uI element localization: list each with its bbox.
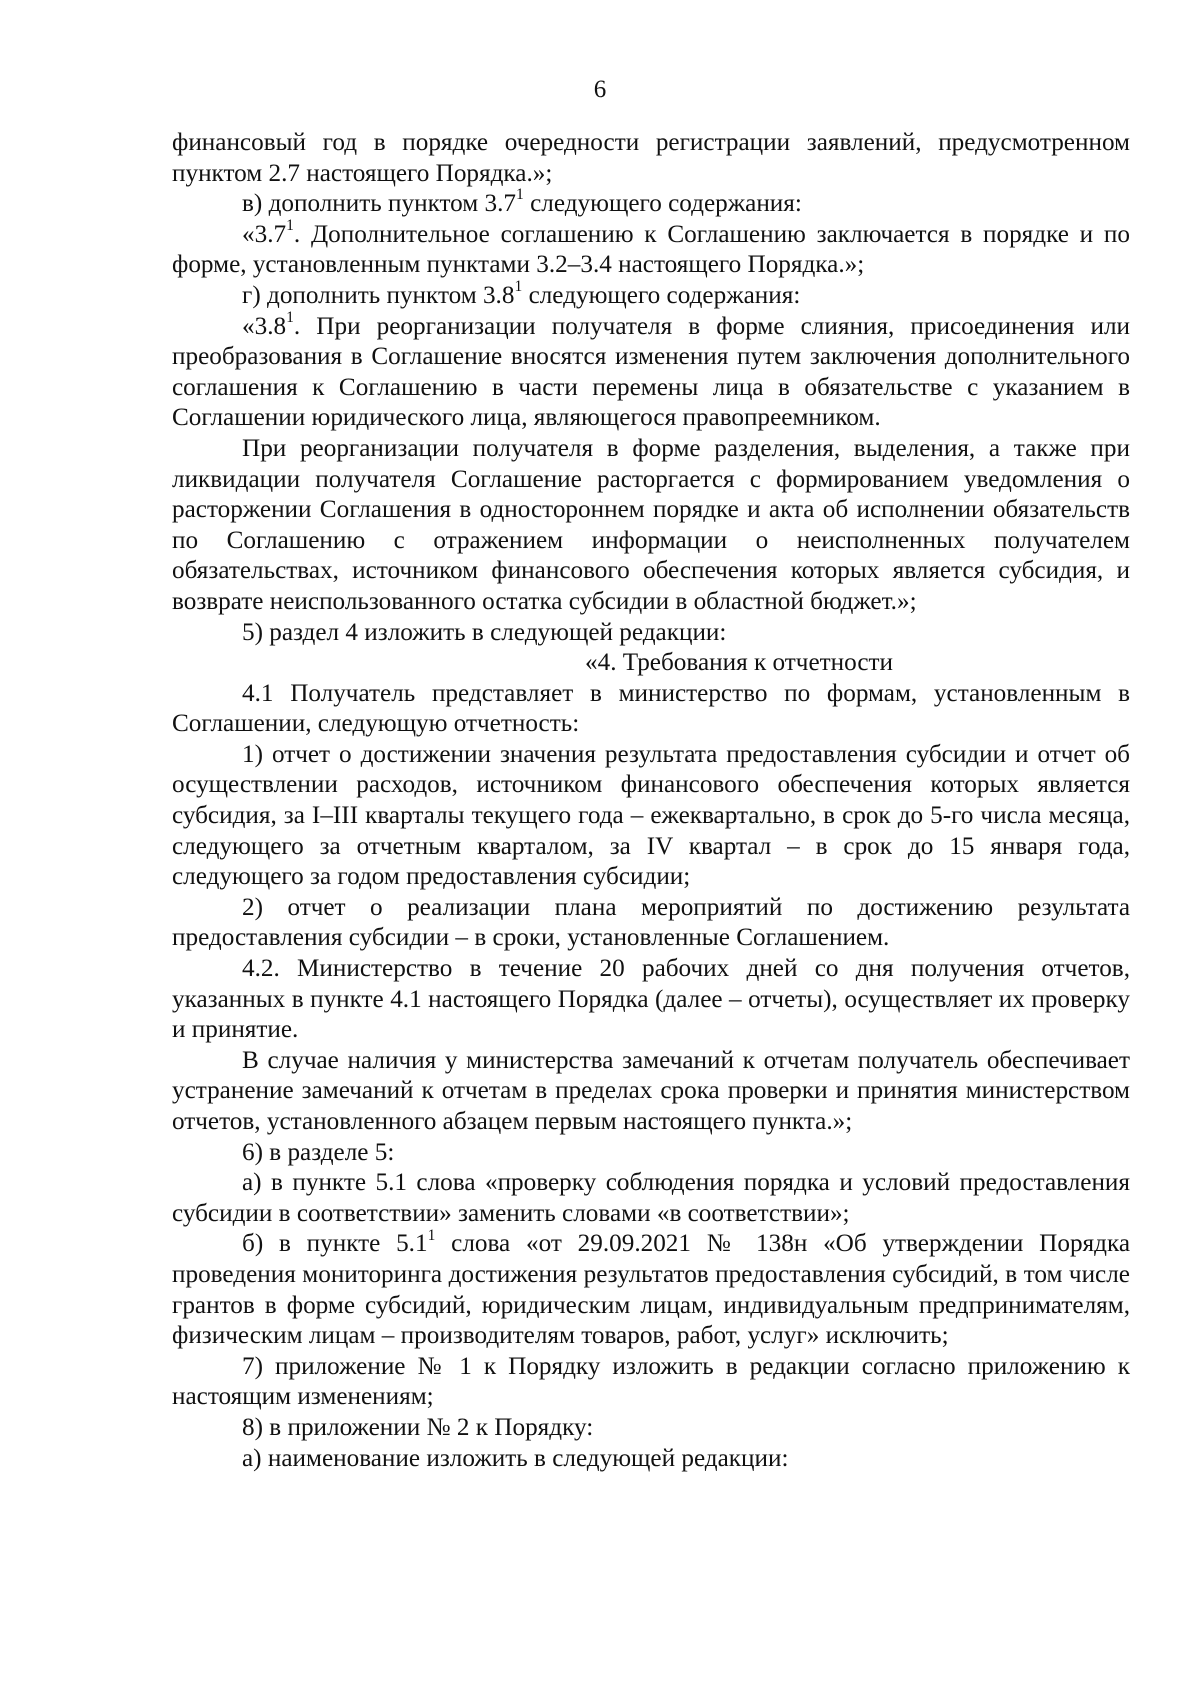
paragraph-item-6b [172,1226,1130,1351]
superscript: 1 [427,1226,436,1244]
paragraph-4-1: 4.1 Получатель представляет в министерство по формам, установленным в Соглашении, следующую отчетность: [172,679,1130,738]
paragraph-report-2: 2) отчет о реализации плана мероприятий по достижению результата предоставления субсидии – в сроки, установленные Соглашением. [172,893,1130,952]
paragraph-text: «3.7 [242,220,287,248]
paragraph-reorganization: При реорганизации получателя в форме разделения, выделения, а также при ликвидации получателя Соглашение расторгается с формированием уведомления о расторжении Соглашения в одностороннем порядке и акта об исполнении обязательств по Соглашению с отражением информации о неисполненных получателем обязательствах, источником финансового обеспечения которых является субсидия, и возврате неиспользованного остатка субсидии в областной бюджет.»; [172,434,1130,615]
paragraph-text: б) в пункте 5.1 [242,1230,428,1258]
paragraph-item-8a: а) наименование изложить в следующей редакции: [242,1444,789,1472]
paragraph-text: . При реорганизации получателя в форме слияния, присоединения или преобразования в Соглашение вносятся изменения путем заключения дополнительного соглашения к Соглашению в части перемены лица в обязательстве с указанием в Соглашении юридического лица, являющегося правопреемником. [172,312,1130,432]
paragraph-item-5: 5) раздел 4 изложить в следующей редакции: [242,618,727,646]
paragraph-report-1: 1) отчет о достижении значения результата предоставления субсидии и отчет об осуществлении расходов, источником финансового обеспечения которых является субсидия, за I–III кварталы текущего года – ежеквартально, в срок до 5-го числа месяца, следующего за отчетным кварталом, за IV квартал – в срок до 15 января года, следующего за годом предоставления субсидии; [172,740,1130,891]
paragraph-item-v [172,186,1130,220]
paragraph-text: «3.8 [242,312,287,340]
paragraph-4-2: 4.2. Министерство в течение 20 рабочих дней со дня получения отчетов, указанных в пункте 4.1 настоящего Порядка (далее – отчеты), осуществляет их проверку и принятие. [172,955,1130,1044]
paragraph-clause-3-8-1 [172,308,1130,434]
paragraph-continuation: финансовый год в порядке очередности регистрации заявлений, предусмотренном пунктом 2.7 настоящего Порядка.»; [172,129,1130,187]
paragraph-text: следующего содержания: [522,281,801,309]
page-number: 6 [593,76,607,103]
paragraph-item-8: 8) в приложении № 2 к Порядку: [242,1413,594,1441]
paragraph-item-g [172,278,1130,312]
superscript: 1 [516,186,524,204]
paragraph-item-6: 6) в разделе 5: [242,1138,395,1166]
paragraph-text: слова «от 29.09.2021 № 138н «Об утверждении Порядка проведения мониторинга достижения результатов предоставления субсидий, в том числе грантов в форме субсидий, юридическим лицам, индивидуальным предпринимателям, физическим лицам – производителям товаров, работ, услуг» исключить; [172,1230,1130,1350]
paragraph-text: . Дополнительное соглашению к Соглашению заключается в порядке и по форме, установленным пунктами 3.2–3.4 настоящего Порядка.»; [172,220,1130,279]
document-body [172,128,1130,1474]
superscript: 1 [286,308,294,326]
paragraph-clause-3-7-1 [172,217,1130,281]
superscript: 1 [286,217,294,235]
paragraph-text: в) дополнить пунктом 3.7 [242,190,517,218]
paragraph-text: следующего содержания: [523,190,802,218]
paragraph-remarks: В случае наличия у министерства замечаний к отчетам получатель обеспечивает устранение замечаний к отчетам в пределах срока проверки и принятия министерством отчетов, установленного абзацем первым настоящего пункта.»; [172,1046,1130,1135]
superscript: 1 [514,278,523,296]
section-4-title: «4. Требования к отчетности [585,649,893,677]
paragraph-item-7: 7) приложение № 1 к Порядку изложить в редакции согласно приложению к настоящим изменениям; [172,1352,1130,1411]
paragraph-text: г) дополнить пунктом 3.8 [242,281,515,309]
paragraph-item-6a: а) в пункте 5.1 слова «проверку соблюдения порядка и условий предоставления субсидии в соответствии» заменить словами «в соответствии»; [172,1169,1130,1227]
